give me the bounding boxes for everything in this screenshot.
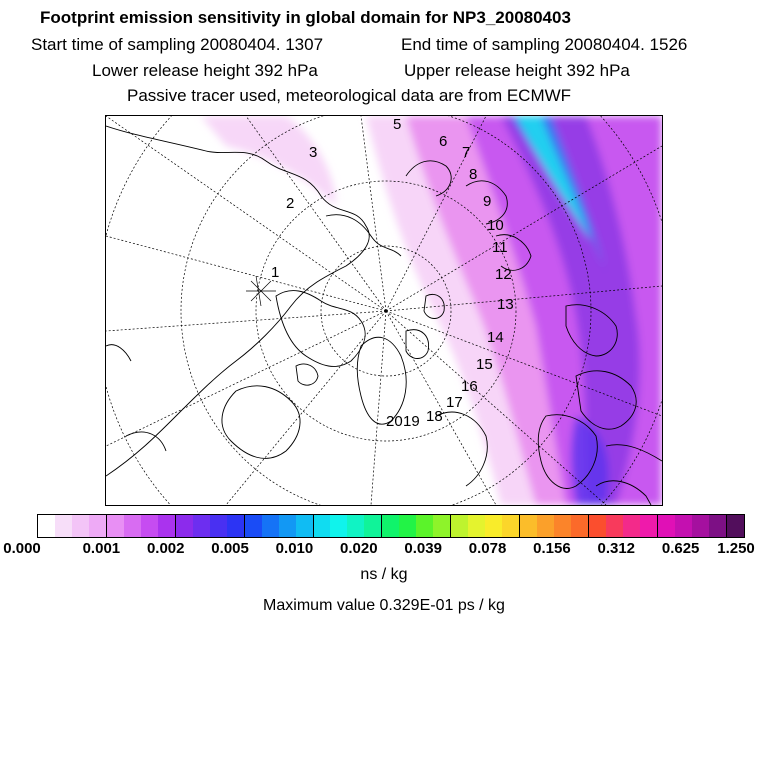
colorbar-cell [262, 515, 279, 537]
upper-height-text: Upper release height 392 hPa [404, 61, 630, 80]
tracer-note-text: Passive tracer used, meteorological data are from ECMWF [127, 86, 572, 105]
map-canvas [106, 116, 662, 505]
colorbar-tick-label: 0.625 [661, 540, 700, 557]
colorbar-tick-label: 0.010 [275, 540, 314, 557]
colorbar-cell [175, 515, 193, 537]
units-label: ns / kg [360, 566, 408, 583]
traj-label-8: 8 [469, 166, 478, 183]
traj-label-2: 2 [286, 195, 295, 212]
colorbar-cell [709, 515, 726, 537]
emission-plume [201, 116, 662, 505]
colorbar-cell [433, 515, 450, 537]
traj-label-3: 3 [309, 144, 318, 161]
colorbar-cell [554, 515, 571, 537]
traj-label-10: 10 [487, 217, 504, 234]
colorbar-cell [519, 515, 537, 537]
colorbar-tick-label: 0.078 [468, 540, 507, 557]
traj-label-1: 1 [271, 264, 280, 281]
colorbar-cell [502, 515, 519, 537]
colorbar-tick-label: 1.250 [717, 540, 755, 557]
colorbar-cell [244, 515, 262, 537]
colorbar-tick-label: 0.000 [3, 540, 41, 557]
colorbar-cell [158, 515, 175, 537]
traj-label-17: 17 [446, 394, 463, 411]
traj-label-6: 6 [439, 133, 448, 150]
colorbar-cell [89, 515, 106, 537]
colorbar-cell [416, 515, 433, 537]
colorbar-cell [72, 515, 89, 537]
colorbar-cell [296, 515, 313, 537]
traj-label-13: 13 [497, 296, 514, 313]
colorbar-cell [106, 515, 124, 537]
colorbar-cell [537, 515, 554, 537]
colorbar-cell [606, 515, 623, 537]
colorbar-tick-label: 0.001 [82, 540, 121, 557]
colorbar-tick-label: 0.020 [340, 540, 378, 557]
traj-label-16: 16 [461, 378, 478, 395]
start-time-text: Start time of sampling 20080404. 1307 [31, 35, 324, 54]
colorbar-cell [124, 515, 141, 537]
traj-label-7: 7 [462, 144, 471, 161]
colorbar-cell [571, 515, 588, 537]
colorbar-tick-label: 0.312 [597, 540, 636, 557]
colorbar-tick-label: 0.005 [211, 540, 249, 557]
colorbar-cell [381, 515, 399, 537]
end-time-text: End time of sampling 20080404. 1526 [401, 35, 688, 54]
colorbar-cell [38, 515, 55, 537]
traj-label-5: 5 [393, 116, 402, 133]
colorbar-cell [279, 515, 296, 537]
colorbar-tick-label: 0.156 [533, 540, 571, 557]
colorbar-cell [193, 515, 210, 537]
traj-label-11: 11 [492, 239, 508, 256]
traj-label-18: 18 [426, 408, 443, 425]
colorbar-cell [330, 515, 347, 537]
colorbar-cell [675, 515, 692, 537]
colorbar-cell [347, 515, 364, 537]
traj-label-9: 9 [483, 193, 492, 210]
traj-label-14: 14 [487, 329, 504, 346]
colorbar-cell [450, 515, 468, 537]
colorbar-cell [640, 515, 657, 537]
traj-label-20: 20 [386, 413, 403, 430]
colorbar-cell [692, 515, 709, 537]
colorbar-cell [399, 515, 416, 537]
plot-title: Footprint emission sensitivity in global domain for NP3_20080403 [40, 8, 571, 27]
colorbar-tick-label: 0.039 [404, 540, 442, 557]
colorbar-cell [141, 515, 158, 537]
traj-label-15: 15 [476, 356, 493, 373]
colorbar-cell [313, 515, 331, 537]
traj-label-19: 19 [403, 413, 420, 430]
footprint-map [105, 115, 663, 506]
colorbar-cell [55, 515, 72, 537]
colorbar-cell [364, 515, 381, 537]
max-value-text: Maximum value 0.329E-01 ps / kg [263, 597, 505, 614]
colorbar-tick-label: 0.002 [146, 540, 185, 557]
colorbar-cell [468, 515, 485, 537]
colorbar-cell [726, 515, 744, 537]
colorbar-cell [227, 515, 244, 537]
colorbar-cell [210, 515, 227, 537]
colorbar-cell [657, 515, 675, 537]
colorbar-cell [588, 515, 606, 537]
traj-label-12: 12 [495, 266, 512, 283]
colorbar-cell [623, 515, 640, 537]
colorbar-cell [485, 515, 502, 537]
colorbar [37, 514, 745, 538]
lower-height-text: Lower release height 392 hPa [92, 61, 318, 80]
